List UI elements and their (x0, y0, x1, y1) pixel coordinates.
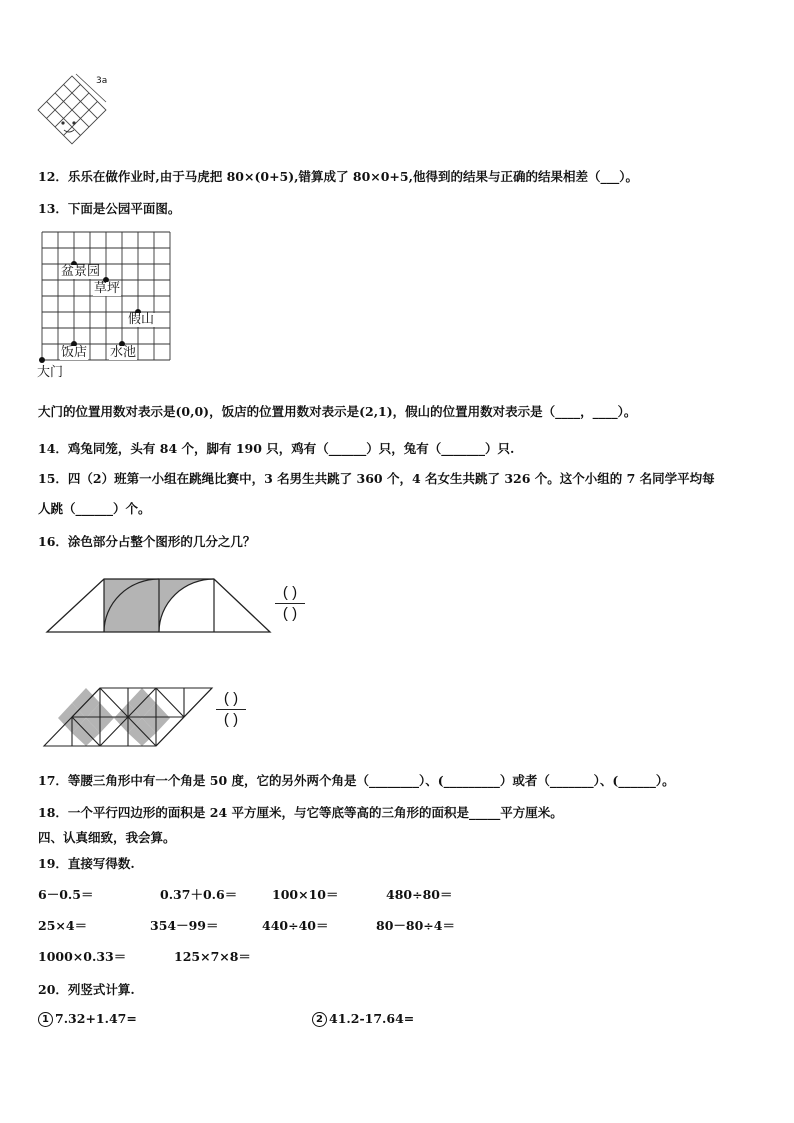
place-shuichi: 水池 (110, 345, 137, 360)
question-18: 18．一个平行四边形的面积是 24 平方厘米，与它等底等高的三角形的面积是_____平方厘米。 (38, 805, 563, 820)
fraction-1-bar (275, 603, 305, 604)
point-damen (39, 357, 45, 363)
place-caoping: 草坪 (94, 281, 121, 296)
parallelogram-figure (42, 684, 222, 750)
question-15-line2: 人跳（______）个。 (38, 501, 151, 516)
answer-fraction-2[interactable] (216, 690, 246, 729)
fraction-1-numerator: ( ) (282, 584, 298, 601)
question-15-line1: 15．四（2）班第一小组在跳绳比赛中，3 名男生共跳了 360 个，4 名女生共跳了 326 个。这个小组的 7 名同学平均每 (38, 471, 715, 486)
figure-label-3a: 3a (96, 76, 108, 86)
calc-item: 100×10＝ (272, 887, 339, 902)
place-jiashan: 假山 (128, 312, 155, 327)
trapezoid-figure (44, 574, 274, 636)
vertical-calc-2-expr: 41.2-17.64= (329, 1011, 415, 1026)
place-penjing: 盆景园 (61, 264, 101, 279)
fraction-2-denominator: ( ) (223, 711, 239, 728)
calc-item: 25×4＝ (38, 918, 88, 933)
vertical-calc-2 (312, 1011, 414, 1027)
question-13-title: 13．下面是公园平面图。 (38, 201, 181, 216)
fraction-2-bar (216, 709, 246, 710)
section-4-title: 四、认真细致，我会算。 (38, 830, 176, 845)
vertical-calc-1-expr: 7.32+1.47= (55, 1011, 137, 1026)
question-20-title: 20．列竖式计算. (38, 982, 135, 997)
question-16-title: 16．涂色部分占整个图形的几分之几？ (38, 534, 256, 549)
calc-item: 480÷80＝ (386, 887, 453, 902)
answer-fraction-1[interactable] (275, 584, 305, 623)
calc-item: 80－80÷4＝ (376, 918, 455, 933)
question-13-text: 大门的位置用数对表示是(0,0)，饭店的位置用数对表示是(2,1)，假山的位置用数对表示是（____，____）。 (38, 404, 637, 419)
calc-item: 354－99＝ (150, 918, 219, 933)
place-fandian: 饭店 (61, 345, 88, 360)
calc-item: 0.37＋0.6＝ (160, 887, 238, 902)
question-17: 17．等腰三角形中有一个角是 50 度，它的另外两个角是（________）、(_________）或者（_______）、(______）。 (38, 773, 675, 788)
circled-number-1: 1 (38, 1012, 53, 1027)
circled-number-2: 2 (312, 1012, 327, 1027)
vertical-calc-1 (38, 1011, 137, 1027)
question-12: 12．乐乐在做作业时,由于马虎把 80×(0+5),错算成了 80×0+5,他得到的结果与正确的结果相差（___）。 (38, 169, 638, 184)
place-damen: 大门 (37, 365, 64, 380)
fraction-1-denominator: ( ) (282, 605, 298, 622)
calc-item: 125×7×8＝ (174, 949, 251, 964)
fraction-2-numerator: ( ) (223, 690, 239, 707)
calc-item: 440÷40＝ (262, 918, 329, 933)
question-19-title: 19．直接写得数. (38, 856, 135, 871)
park-map-grid (36, 228, 176, 368)
calc-item: 1000×0.33＝ (38, 949, 127, 964)
calc-item: 6－0.5＝ (38, 887, 94, 902)
question-14: 14．鸡兔同笼，头有 84 个，脚有 190 只，鸡有（______）只，兔有（_______）只. (38, 441, 515, 456)
